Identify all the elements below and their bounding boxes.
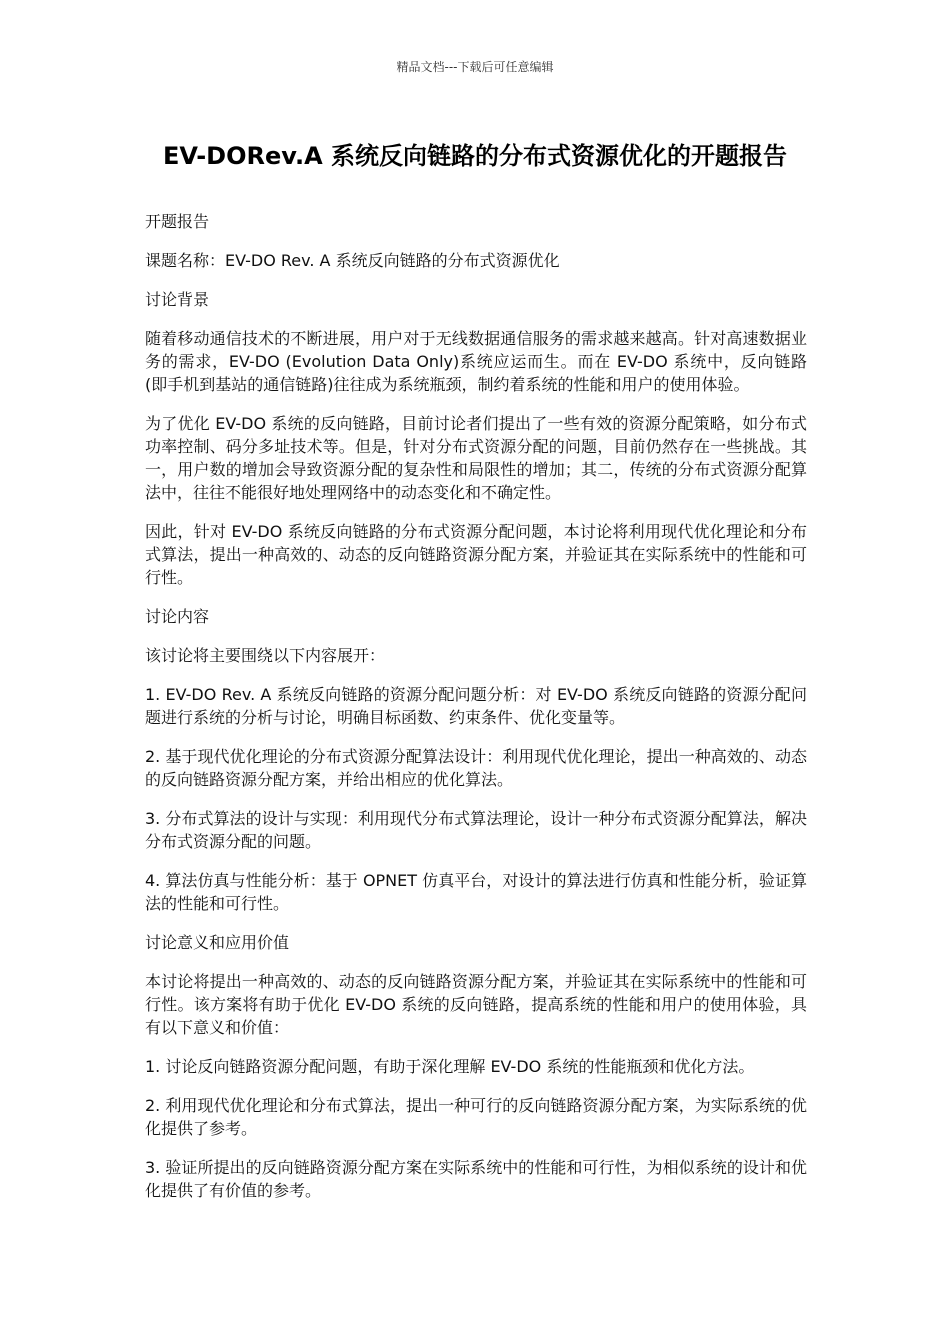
paragraph: 该讨论将主要围绕以下内容展开： xyxy=(145,646,386,665)
list-item: 1. 讨论反向链路资源分配问题，有助于深化理解 EV-DO 系统的性能瓶颈和优化方法。 xyxy=(145,1057,755,1076)
paragraph: 为了优化 EV-DO 系统的反向链路，目前讨论者们提出了一些有效的资源分配策略，如分布式功率控制、码分多址技术等。但是，针对分布式资源分配的问题，目前仍然存在一些挑战。其一，用户数的增加会导致资源分配的复杂性和局限性的增加；其二，传统的分布式资源分配算法中，往往不能很好地处理网络中的动态变化和不确定性。 xyxy=(145,414,807,502)
paragraph: 本讨论将提出一种高效的、动态的反向链路资源分配方案，并验证其在实际系统中的性能和可行性。该方案将有助于优化 EV-DO 系统的反向链路，提高系统的性能和用户的使用体验，具有以下意义和价值： xyxy=(145,972,807,1037)
list-item: 2. 利用现代优化理论和分布式算法，提出一种可行的反向链路资源分配方案，为实际系统的优化提供了参考。 xyxy=(145,1096,807,1138)
list-item: 3. 分布式算法的设计与实现：利用现代分布式算法理论，设计一种分布式资源分配算法，解决分布式资源分配的问题。 xyxy=(145,809,807,851)
section-heading-content: 讨论内容 xyxy=(145,607,210,626)
header-watermark: 精品文档---下载后可任意编辑 xyxy=(396,60,554,74)
section-heading-background: 讨论背景 xyxy=(145,290,210,309)
list-item: 4. 算法仿真与性能分析：基于 OPNET 仿真平台，对设计的算法进行仿真和性能分析，验证算法的性能和可行性。 xyxy=(145,871,807,913)
list-item: 2. 基于现代优化理论的分布式资源分配算法设计：利用现代优化理论，提出一种高效的、动态的反向链路资源分配方案，并给出相应的优化算法。 xyxy=(145,747,807,789)
paragraph: 因此，针对 EV-DO 系统反向链路的分布式资源分配问题，本讨论将利用现代优化理论和分布式算法，提出一种高效的、动态的反向链路资源分配方案，并验证其在实际系统中的性能和可行性。 xyxy=(145,522,807,587)
section-heading-significance: 讨论意义和应用价值 xyxy=(145,933,290,952)
list-item: 1. EV-DO Rev. A 系统反向链路的资源分配问题分析：对 EV-DO 系统反向链路的资源分配问题进行系统的分析与讨论，明确目标函数、约束条件、优化变量等。 xyxy=(145,685,807,727)
document-title: EV-DORev.A 系统反向链路的分布式资源优化的开题报告 xyxy=(163,142,787,170)
list-item: 3. 验证所提出的反向链路资源分配方案在实际系统中的性能和可行性，为相似系统的设计和优化提供了有价值的参考。 xyxy=(145,1158,807,1200)
document-body xyxy=(145,210,807,1218)
heading-proposal: 开题报告 xyxy=(145,212,210,231)
topic-name: 课题名称：EV-DO Rev. A 系统反向链路的分布式资源优化 xyxy=(145,251,560,270)
paragraph: 随着移动通信技术的不断进展，用户对于无线数据通信服务的需求越来越高。针对高速数据业务的需求，EV-DO (Evolution Data Only)系统应运而生。而在 EV-DO 系统中，反向链路(即手机到基站的通信链路)往往成为系统瓶颈，制约着系统的性能和用户的使用体验。 xyxy=(145,329,807,394)
